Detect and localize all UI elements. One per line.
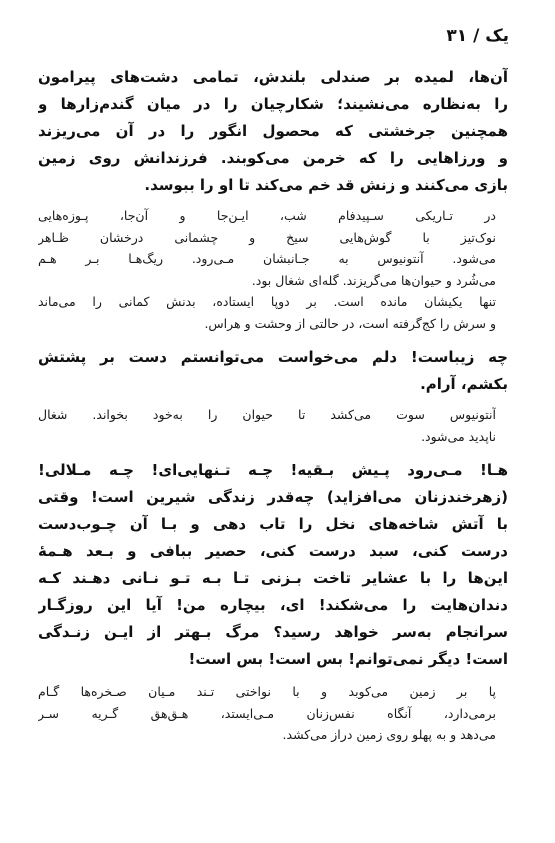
text-line: هـا! مـی‌رود پـیش بـقیه! چـه تـنهایی‌ای! چـه مـلالی! — [38, 461, 508, 479]
text-line: و ورزاهایی را که خرمن می‌کوبند. فرزندانش روی زمین — [38, 149, 508, 167]
text-line: پا بر زمین می‌کوبد و با نواختی تـند مـیان صـخره‌ها گـام — [38, 684, 496, 699]
text-line: می‌شُرد و حیوان‌ها می‌گریزند. گله‌ای شغال بود. — [251, 272, 496, 288]
text-line: آنتونیوس سوت می‌کشد تا حیوان را به‌خود بخواند. شغال — [38, 407, 496, 422]
text-line: درست کنی، سبد درست کنی، حصیر ببافی و بـعد هـمهٔ — [38, 542, 508, 560]
text-line: همچنین جرخشتی که محصول انگور را در آن می‌ریزند — [38, 122, 508, 140]
text-line: ناپدید می‌شود. — [421, 428, 496, 444]
text-line: (زهرخندزنان می‌افزاید) چه‌قدر زندگی شیرین است! وقتی — [38, 488, 508, 506]
text-line: تنها یکیشان مانده است. بر دوپا ایستاده، بدنش کمانی را می‌ماند — [38, 294, 496, 309]
text-line: برمی‌دارد، آنگاه نفس‌زنان مـی‌ایستد، هـق‌هق گـریه سـر — [38, 705, 496, 721]
monologue-paragraph — [38, 64, 508, 199]
stage-direction — [38, 404, 508, 447]
text-line: و سرش را کج‌گرفته است، در حالتی از وحشت و هراس. — [204, 315, 496, 331]
text-line: را به‌نظاره می‌نشیند؛ شکارچیان را در میان گندم‌زارها و — [38, 95, 508, 113]
text-line: در تـاریکی سـپیدفام شب، ایـن‌جا و آن‌جا، پـوزه‌هایی — [38, 208, 496, 223]
text-line: چه زیباست! دلم می‌خواست می‌توانستم دست بر پشتش — [38, 348, 508, 366]
text-line: بازی می‌کنند و زنش قد خم می‌کند تا او را ببوسد. — [144, 176, 508, 194]
text-line: می‌شود. آنتونیوس به جـانبشان مـی‌رود. ریگ‌هـا بـر هـم — [38, 251, 496, 266]
text-line: است! دیگر نمی‌توانم! بس است! بس است! — [188, 650, 508, 668]
text-line: می‌دهد و به پهلو روی زمین دراز می‌کشد. — [282, 727, 496, 742]
text-line: نوک‌تیز با گوش‌هایی سیخ و چشمانی درخشان ظـاهر — [38, 229, 496, 245]
text-line: سرانجام به‌سر خواهد رسید؟ مرگ بـهتر از ایـن زنـدگی — [38, 623, 508, 641]
text-line: این‌ها را با عشایر تاخت بـزنی تـا بـه تـو نـانی دهـند کـه — [38, 569, 508, 587]
page-body — [38, 64, 508, 746]
monologue-paragraph — [38, 344, 508, 398]
stage-direction — [38, 681, 508, 746]
stage-direction — [38, 205, 508, 334]
monologue-paragraph — [38, 457, 508, 673]
text-line: با آتش شاخه‌های نخل را تاب دهی و بـا آن چـوب‌دست — [38, 515, 508, 533]
text-line: دندان‌هایت را می‌شکند! ای، بیچاره من! آیا این روزگـار — [38, 596, 508, 614]
text-line: آن‌ها، لمیده بر صندلی بلندش، تمامی دشت‌های پیرامون — [38, 68, 508, 86]
page-number-header: یک / ۳۱ — [446, 26, 509, 46]
text-line: بکشم، آرام. — [420, 375, 508, 393]
